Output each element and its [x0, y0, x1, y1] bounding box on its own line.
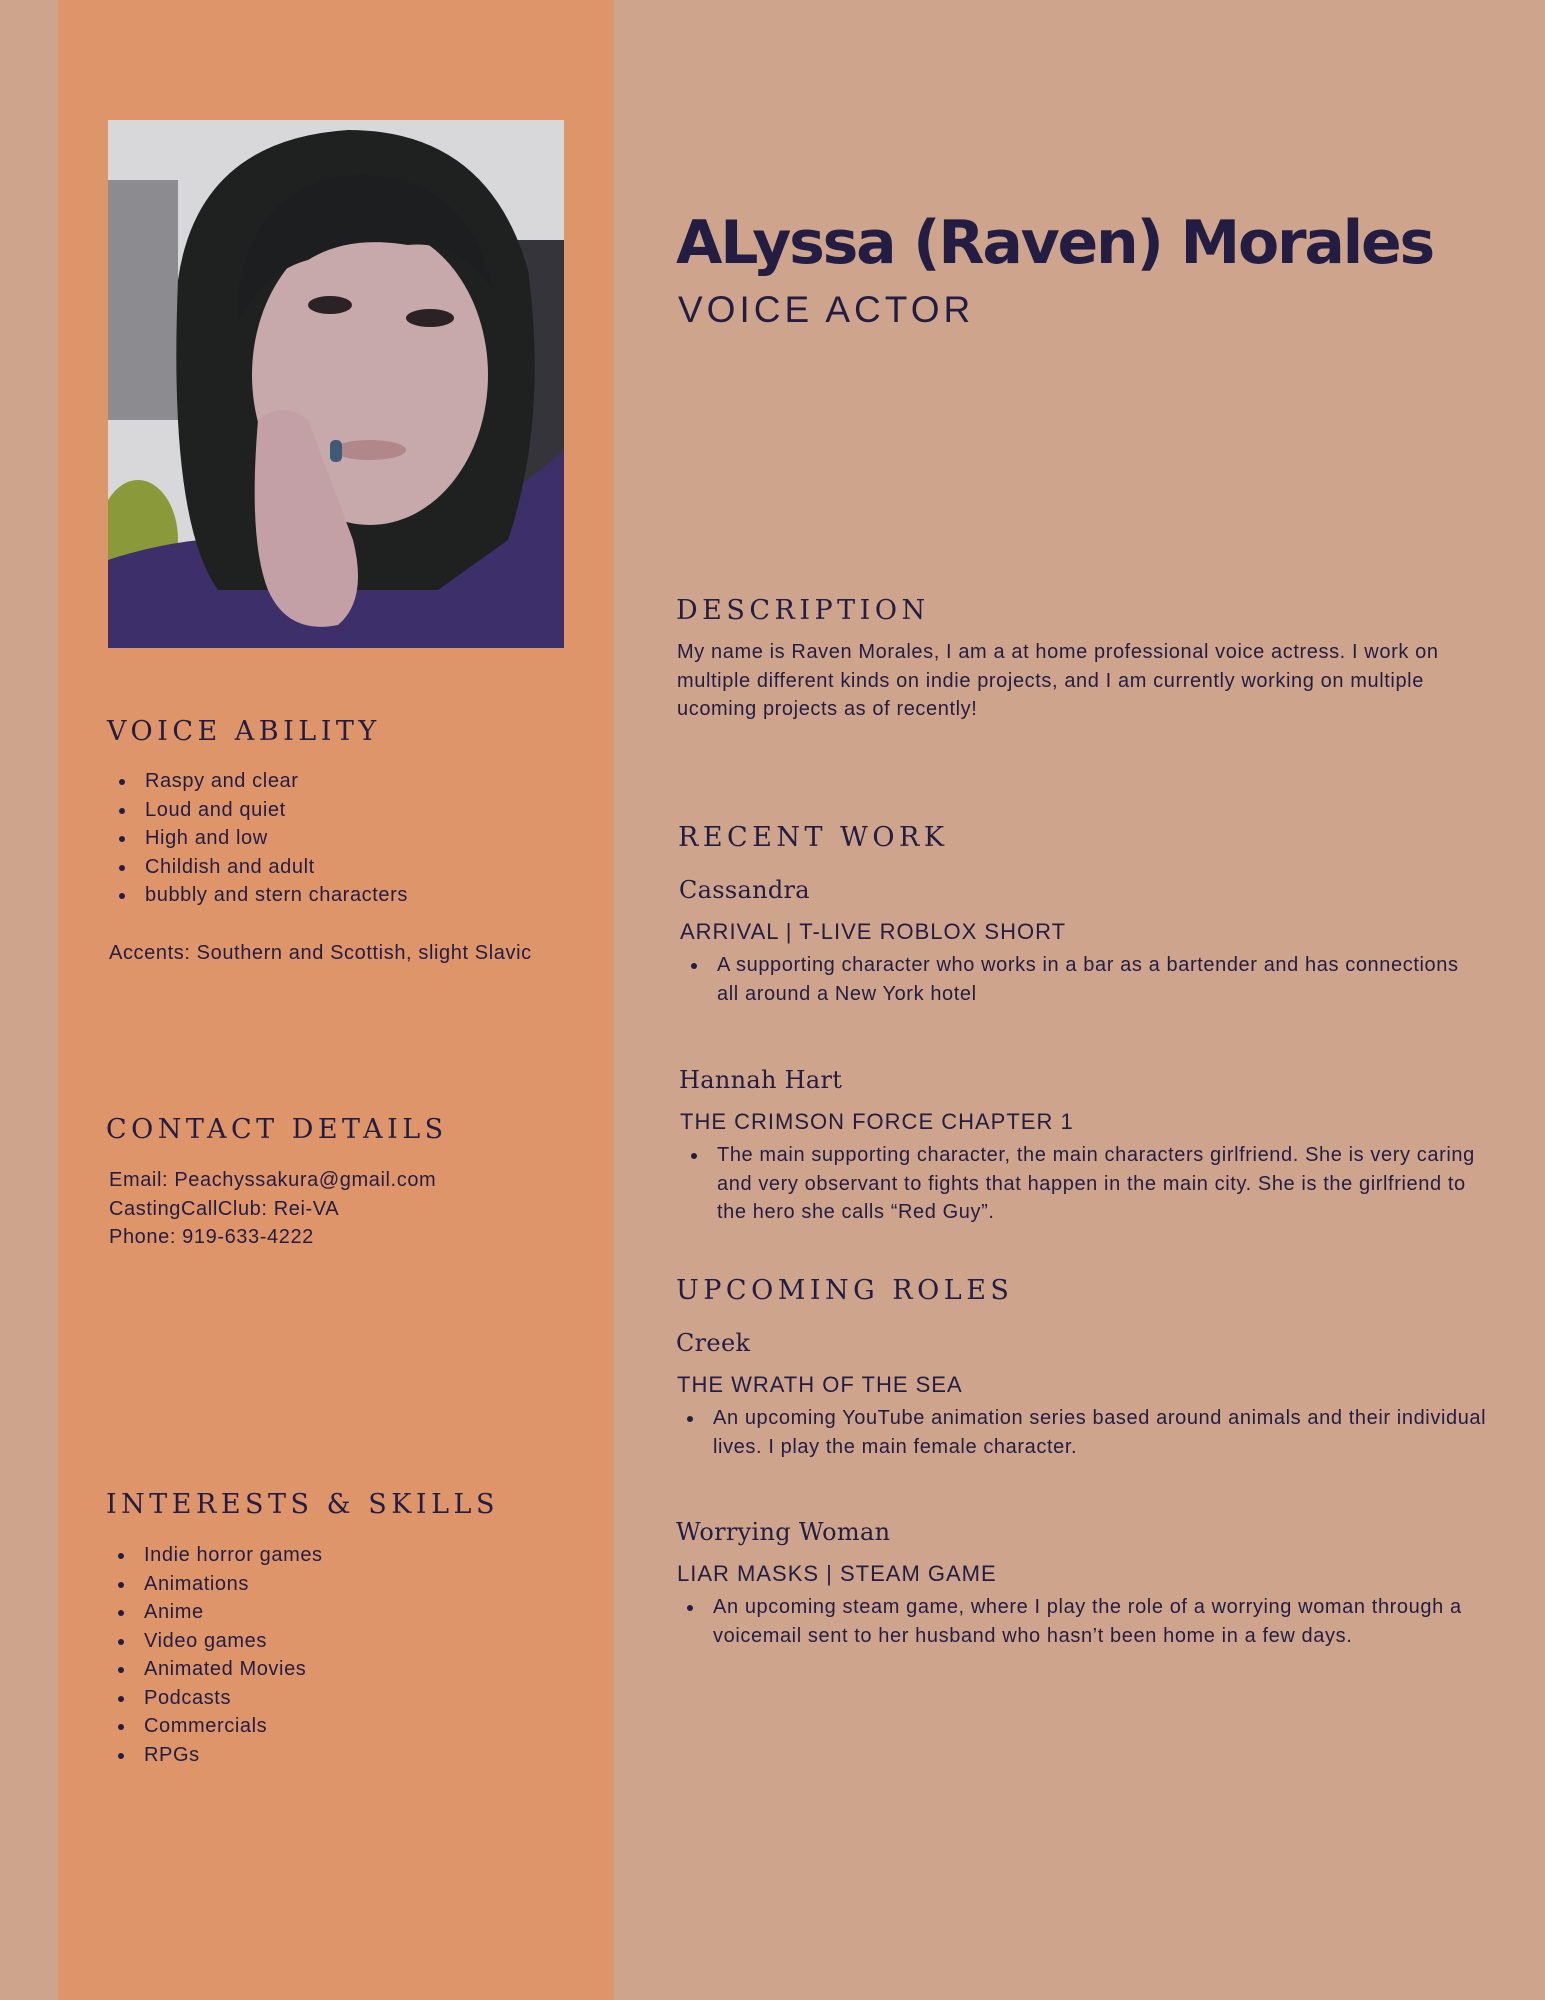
role-project-title: THE WRATH OF THE SEA	[677, 1372, 963, 1397]
contact-details-heading: CONTACT DETAILS	[106, 1114, 448, 1145]
list-item: Raspy and clear	[145, 767, 408, 796]
interests-skills-heading: INTERESTS & SKILLS	[106, 1489, 499, 1520]
recent-work-heading: RECENT WORK	[678, 822, 949, 853]
profile-photo-illustration	[108, 120, 564, 648]
list-item: Commercials	[144, 1712, 323, 1741]
accents-text: Accents: Southern and Scottish, slight Slavic	[109, 942, 532, 964]
person-name: ALyssa (Raven) Morales	[676, 208, 1434, 278]
work-project-title: THE CRIMSON FORCE CHAPTER 1	[680, 1109, 1074, 1134]
voice-ability-list	[108, 767, 408, 910]
list-item: Animations	[144, 1570, 323, 1599]
list-item: RPGs	[144, 1741, 323, 1770]
list-item: An upcoming steam game, where I play the role of a worrying woman through a voicemail sent to her husband who hasn’t been home in a few days.	[713, 1593, 1513, 1650]
interests-list	[107, 1541, 323, 1769]
list-item: Podcasts	[144, 1684, 323, 1713]
list-item: Animated Movies	[144, 1655, 323, 1684]
work-detail-list	[680, 951, 1477, 1008]
profile-photo	[108, 120, 564, 648]
description-text: My name is Raven Morales, I am a at home professional voice actress. I work on multiple different kinds on indie projects, and I am currently working on multiple ucoming projects as of recently!	[677, 641, 1439, 720]
upcoming-roles-heading: UPCOMING ROLES	[676, 1275, 1014, 1306]
voice-ability-heading: VOICE ABILITY	[107, 716, 381, 747]
work-role-name: Cassandra	[679, 876, 810, 904]
list-item: Loud and quiet	[145, 796, 408, 825]
contact-castingcallclub: CastingCallClub: Rei-VA	[109, 1198, 340, 1220]
contact-email: Email: Peachyssakura@gmail.com	[109, 1169, 437, 1191]
work-role-name: Hannah Hart	[679, 1066, 843, 1094]
list-item: A supporting character who works in a bar as a bartender and has connections all around a New York hotel	[717, 951, 1477, 1008]
work-detail-list	[680, 1141, 1497, 1227]
list-item: High and low	[145, 824, 408, 853]
list-item: An upcoming YouTube animation series based around animals and their individual lives. I play the main female character.	[713, 1404, 1513, 1461]
list-item: bubbly and stern characters	[145, 881, 408, 910]
list-item: Indie horror games	[144, 1541, 323, 1570]
job-title: VOICE ACTOR	[678, 289, 975, 330]
contact-phone: Phone: 919-633-4222	[109, 1226, 314, 1248]
list-item: Anime	[144, 1598, 323, 1627]
role-detail-list	[676, 1593, 1513, 1650]
list-item: Childish and adult	[145, 853, 408, 882]
role-name: Worrying Woman	[676, 1518, 891, 1546]
description-heading: DESCRIPTION	[676, 595, 930, 626]
list-item: Video games	[144, 1627, 323, 1656]
work-project-title: ARRIVAL | T-LIVE ROBLOX SHORT	[680, 919, 1067, 944]
role-detail-list	[676, 1404, 1513, 1461]
role-project-title: LIAR MASKS | STEAM GAME	[677, 1561, 997, 1586]
list-item: The main supporting character, the main characters girlfriend. She is very caring and very observant to fights that happen in the main city. She is the girlfriend to the hero she calls “Red Guy”.	[717, 1141, 1497, 1227]
role-name: Creek	[676, 1329, 751, 1357]
